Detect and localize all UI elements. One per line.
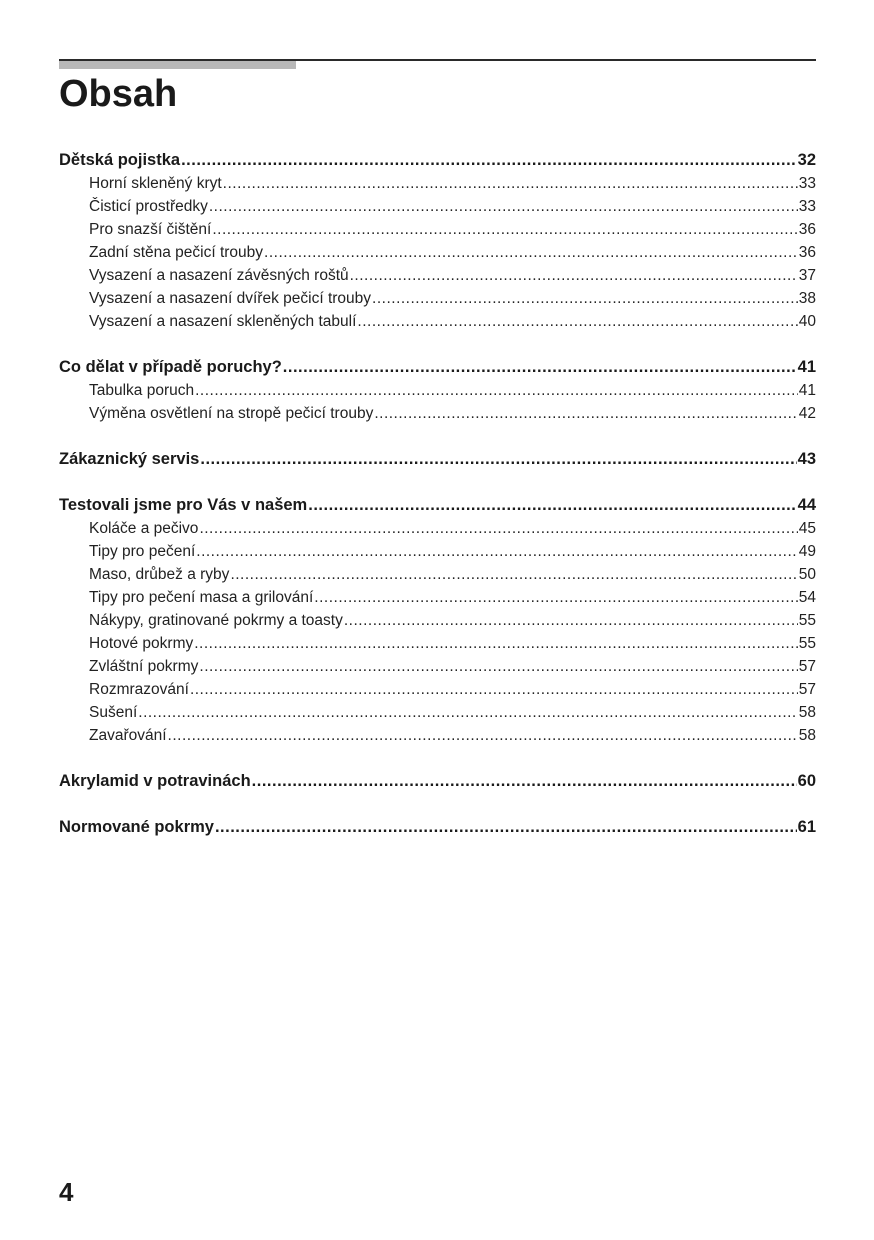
toc-subentry[interactable] (59, 724, 816, 747)
toc-subentry[interactable] (59, 287, 816, 310)
toc-entry-page: 33 (798, 175, 816, 192)
toc-subentry[interactable] (59, 540, 816, 563)
toc-chapter-entry[interactable] (59, 815, 816, 839)
dot-leader (283, 355, 797, 379)
toc-entry-label: Tipy pro pečení masa a grilování (89, 589, 314, 606)
toc-entry-page: 36 (798, 221, 816, 238)
toc-entry-page: 45 (798, 520, 816, 537)
toc-subentry[interactable] (59, 678, 816, 701)
toc-entry-page: 37 (798, 267, 816, 284)
toc-entry-label: Koláče a pečivo (89, 520, 199, 537)
toc-entry-label: Co dělat v případě poruchy? (59, 358, 282, 376)
toc-subentry[interactable] (59, 517, 816, 540)
toc-entry-page: 55 (798, 635, 816, 652)
toc-section (59, 447, 816, 471)
toc-entry-page: 54 (798, 589, 816, 606)
dot-leader (212, 218, 797, 241)
toc-entry-label: Akrylamid v potravinách (59, 772, 251, 790)
toc-entry-page: 33 (798, 198, 816, 215)
toc-subentry[interactable] (59, 701, 816, 724)
toc-subentry[interactable] (59, 609, 816, 632)
toc-chapter-entry[interactable] (59, 447, 816, 471)
dot-leader (215, 815, 797, 839)
toc-section (59, 493, 816, 747)
dot-leader (209, 195, 798, 218)
toc-entry-label: Rozmrazování (89, 681, 189, 698)
dot-leader (230, 563, 797, 586)
toc-section (59, 355, 816, 425)
dot-leader (308, 493, 796, 517)
toc-entry-page: 57 (798, 681, 816, 698)
toc-entry-page: 41 (797, 358, 816, 376)
toc-subentry[interactable] (59, 264, 816, 287)
toc-entry-page: 49 (798, 543, 816, 560)
dot-leader (223, 172, 798, 195)
dot-leader (138, 701, 797, 724)
toc-entry-page: 42 (798, 405, 816, 422)
toc-entry-label: Tipy pro pečení (89, 543, 196, 560)
toc-subentry[interactable] (59, 563, 816, 586)
toc-entry-label: Dětská pojistka (59, 151, 181, 169)
dot-leader (181, 148, 797, 172)
toc-entry-label: Zadní stěna pečicí trouby (89, 244, 264, 261)
toc-entry-label: Vysazení a nasazení závěsných roštů (89, 267, 349, 284)
dot-leader (194, 632, 798, 655)
toc-entry-page: 44 (797, 496, 816, 514)
toc-entry-label: Pro snazší čištění (89, 221, 212, 238)
toc-section (59, 769, 816, 793)
toc-entry-page: 36 (798, 244, 816, 261)
toc-entry-label: Zákaznický servis (59, 450, 200, 468)
dot-leader (168, 724, 798, 747)
toc-section (59, 815, 816, 839)
dot-leader (199, 655, 797, 678)
dot-leader (374, 402, 797, 425)
dot-leader (344, 609, 798, 632)
page-number: 4 (59, 1177, 74, 1207)
toc-subentry[interactable] (59, 310, 816, 333)
toc-entry-page: 50 (798, 566, 816, 583)
toc-entry-page: 41 (798, 382, 816, 399)
toc-entry-page: 61 (797, 818, 816, 836)
toc-entry-page: 55 (798, 612, 816, 629)
dot-leader (264, 241, 798, 264)
toc-entry-page: 43 (797, 450, 816, 468)
toc-section (59, 148, 816, 333)
toc-chapter-entry[interactable] (59, 493, 816, 517)
toc-entry-label: Maso, drůbež a ryby (89, 566, 230, 583)
toc-entry-label: Výměna osvětlení na stropě pečicí trouby (89, 405, 374, 422)
toc-entry-label: Čisticí prostředky (89, 198, 208, 215)
toc-entry-page: 58 (798, 727, 816, 744)
toc-entry-label: Testovali jsme pro Vás v našem (59, 496, 308, 514)
dot-leader (195, 379, 798, 402)
dot-leader (196, 540, 797, 563)
toc-subentry[interactable] (59, 402, 816, 425)
toc-entry-label: Zvláštní pokrmy (89, 658, 199, 675)
toc-subentry[interactable] (59, 655, 816, 678)
toc-entry-page: 38 (798, 290, 816, 307)
dot-leader (199, 517, 797, 540)
table-of-contents (59, 148, 816, 861)
toc-entry-page: 58 (798, 704, 816, 721)
dot-leader (190, 678, 798, 701)
toc-subentry[interactable] (59, 172, 816, 195)
toc-entry-page: 40 (798, 313, 816, 330)
toc-entry-page: 57 (798, 658, 816, 675)
toc-entry-label: Tabulka poruch (89, 382, 195, 399)
page-title: Obsah (59, 73, 178, 115)
toc-entry-label: Normované pokrmy (59, 818, 214, 836)
toc-entry-label: Horní skleněný kryt (89, 175, 222, 192)
dot-leader (350, 264, 798, 287)
dot-leader (357, 310, 797, 333)
toc-chapter-entry[interactable] (59, 769, 816, 793)
header-accent-bar (59, 61, 296, 69)
toc-chapter-entry[interactable] (59, 355, 816, 379)
dot-leader (200, 447, 796, 471)
toc-subentry[interactable] (59, 241, 816, 264)
toc-entry-page: 60 (797, 772, 816, 790)
dot-leader (252, 769, 797, 793)
toc-entry-label: Sušení (89, 704, 138, 721)
toc-subentry[interactable] (59, 586, 816, 609)
toc-subentry[interactable] (59, 632, 816, 655)
toc-subentry[interactable] (59, 218, 816, 241)
toc-entry-label: Vysazení a nasazení dvířek pečicí trouby (89, 290, 372, 307)
toc-entry-label: Hotové pokrmy (89, 635, 194, 652)
toc-entry-label: Vysazení a nasazení skleněných tabulí (89, 313, 357, 330)
toc-entry-label: Zavařování (89, 727, 167, 744)
toc-subentry[interactable] (59, 379, 816, 402)
toc-chapter-entry[interactable] (59, 148, 816, 172)
toc-subentry[interactable] (59, 195, 816, 218)
dot-leader (372, 287, 798, 310)
toc-entry-label: Nákypy, gratinované pokrmy a toasty (89, 612, 343, 629)
toc-entry-page: 32 (797, 151, 816, 169)
dot-leader (314, 586, 797, 609)
